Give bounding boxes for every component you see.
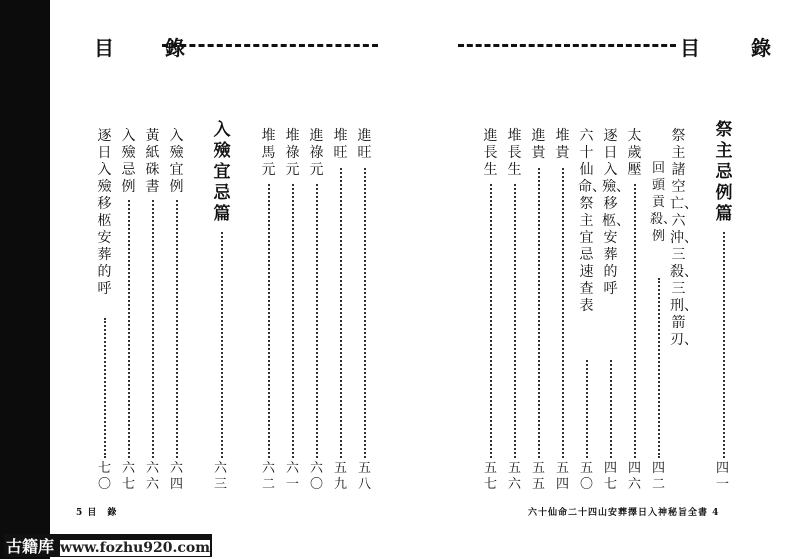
leader-dots (152, 200, 154, 458)
toc-entry-title: 堆長生 (507, 128, 522, 178)
header-rule (458, 44, 676, 47)
toc-entry[interactable] (506, 128, 523, 493)
toc-section-title: 入殮宜忌篇 (213, 120, 231, 224)
toc-entry-page: 七〇 (97, 461, 111, 492)
toc-entry[interactable] (530, 128, 547, 493)
watermark-url[interactable]: www.fozhu920.com (60, 540, 211, 556)
toc-entry[interactable] (650, 128, 698, 493)
leader-dots (490, 184, 492, 458)
toc-section-page: 六三 (213, 461, 227, 492)
toc-entry-page: 四六 (627, 461, 641, 492)
header-rule (162, 44, 378, 47)
toc-entry[interactable] (482, 128, 499, 493)
toc-entry-page: 五八 (357, 461, 371, 492)
toc-entry-page: 四二 (651, 461, 665, 492)
toc-entry-title: 進長生 (483, 128, 498, 178)
leader-dots (514, 184, 516, 458)
toc-entry[interactable] (308, 128, 325, 493)
toc-section[interactable] (714, 120, 731, 493)
toc-entry-title: 堆馬元 (261, 128, 276, 178)
toc-entry[interactable] (284, 128, 301, 493)
watermark-site: 古籍库 (6, 537, 55, 556)
toc-entry-page: 六四 (169, 461, 183, 492)
leader-dots (364, 168, 366, 458)
toc-entry-page: 六〇 (309, 461, 323, 492)
toc-entry-title: 祭主諸空亡、六沖、三殺、三刑、箭刃、 (670, 128, 698, 348)
toc-entry-title: 黃紙硃書 (145, 128, 160, 195)
leader-dots (634, 184, 636, 458)
leader-dots (340, 168, 342, 458)
toc-entry[interactable] (578, 128, 606, 493)
page-title: 目 錄 (94, 36, 207, 60)
toc-entry[interactable] (168, 128, 185, 493)
leader-dots (104, 318, 106, 458)
toc-entry-title: 太歲壓 (627, 128, 642, 178)
toc-entry-title: 逐日入殮、移柩、安葬的呼 (602, 128, 630, 297)
toc-entry-page: 六二 (261, 461, 275, 492)
toc-entry-title: 堆旺 (333, 128, 348, 161)
toc-entry-title: 逐日入殮移柩安葬的呼 (97, 128, 112, 297)
leader-dots (538, 168, 540, 458)
toc-entry-page: 六七 (121, 461, 135, 492)
leader-dots (658, 278, 660, 458)
toc-entry-page: 五六 (507, 461, 521, 492)
toc-entry-page: 五七 (483, 461, 497, 492)
right-page (422, 0, 793, 559)
toc-entry-title: 進旺 (357, 128, 372, 161)
toc-entry-title: 堆貴 (555, 128, 570, 161)
toc-entry-page: 六六 (145, 461, 159, 492)
toc-entry-title: 堆祿元 (285, 128, 300, 178)
toc-entry-page: 五〇 (579, 461, 593, 492)
page-footer: 5 目 錄 (76, 508, 118, 518)
leader-dots (176, 200, 178, 458)
toc-entry-page: 五九 (333, 461, 347, 492)
toc-entry[interactable] (96, 128, 113, 493)
toc-entry-title: 進貴 (531, 128, 546, 161)
leader-dots (586, 360, 588, 458)
toc-entry[interactable] (144, 128, 161, 493)
toc-entry-title: 進祿元 (309, 128, 324, 178)
toc-section-page: 四一 (715, 461, 729, 492)
book-spine (0, 0, 50, 559)
toc-entry-title: 入殮忌例 (121, 128, 136, 195)
page-footer: 六十仙命二十四山安葬擇日入神秘旨全書 4 (528, 508, 720, 518)
toc-entry[interactable] (332, 128, 349, 493)
toc-entry[interactable] (260, 128, 277, 493)
toc-entry-title: 入殮宜例 (169, 128, 184, 195)
leader-dots (610, 360, 612, 458)
toc-entry-page: 六一 (285, 461, 299, 492)
toc-entry-page: 五五 (531, 461, 545, 492)
toc-entry-title-continued: 回頭貢殺、例 (650, 161, 677, 244)
leader-dots (292, 184, 294, 458)
toc-section[interactable] (212, 120, 229, 493)
toc-entry-page: 五四 (555, 461, 569, 492)
leader-dots (221, 232, 223, 458)
leader-dots (268, 184, 270, 458)
toc-entry-title: 六十仙命、祭主宜忌速查表 (578, 128, 606, 314)
toc-entry[interactable] (554, 128, 571, 493)
leader-dots (316, 184, 318, 458)
toc-section-title: 祭主忌例篇 (715, 120, 733, 224)
leader-dots (723, 232, 725, 458)
toc-entry[interactable] (120, 128, 137, 493)
leader-dots (128, 200, 130, 458)
page-title: 目 錄 (680, 36, 793, 60)
toc-entry-page: 四七 (603, 461, 617, 492)
toc-entry[interactable] (356, 128, 373, 493)
left-page (50, 0, 422, 559)
leader-dots (562, 168, 564, 458)
watermark (4, 534, 212, 557)
